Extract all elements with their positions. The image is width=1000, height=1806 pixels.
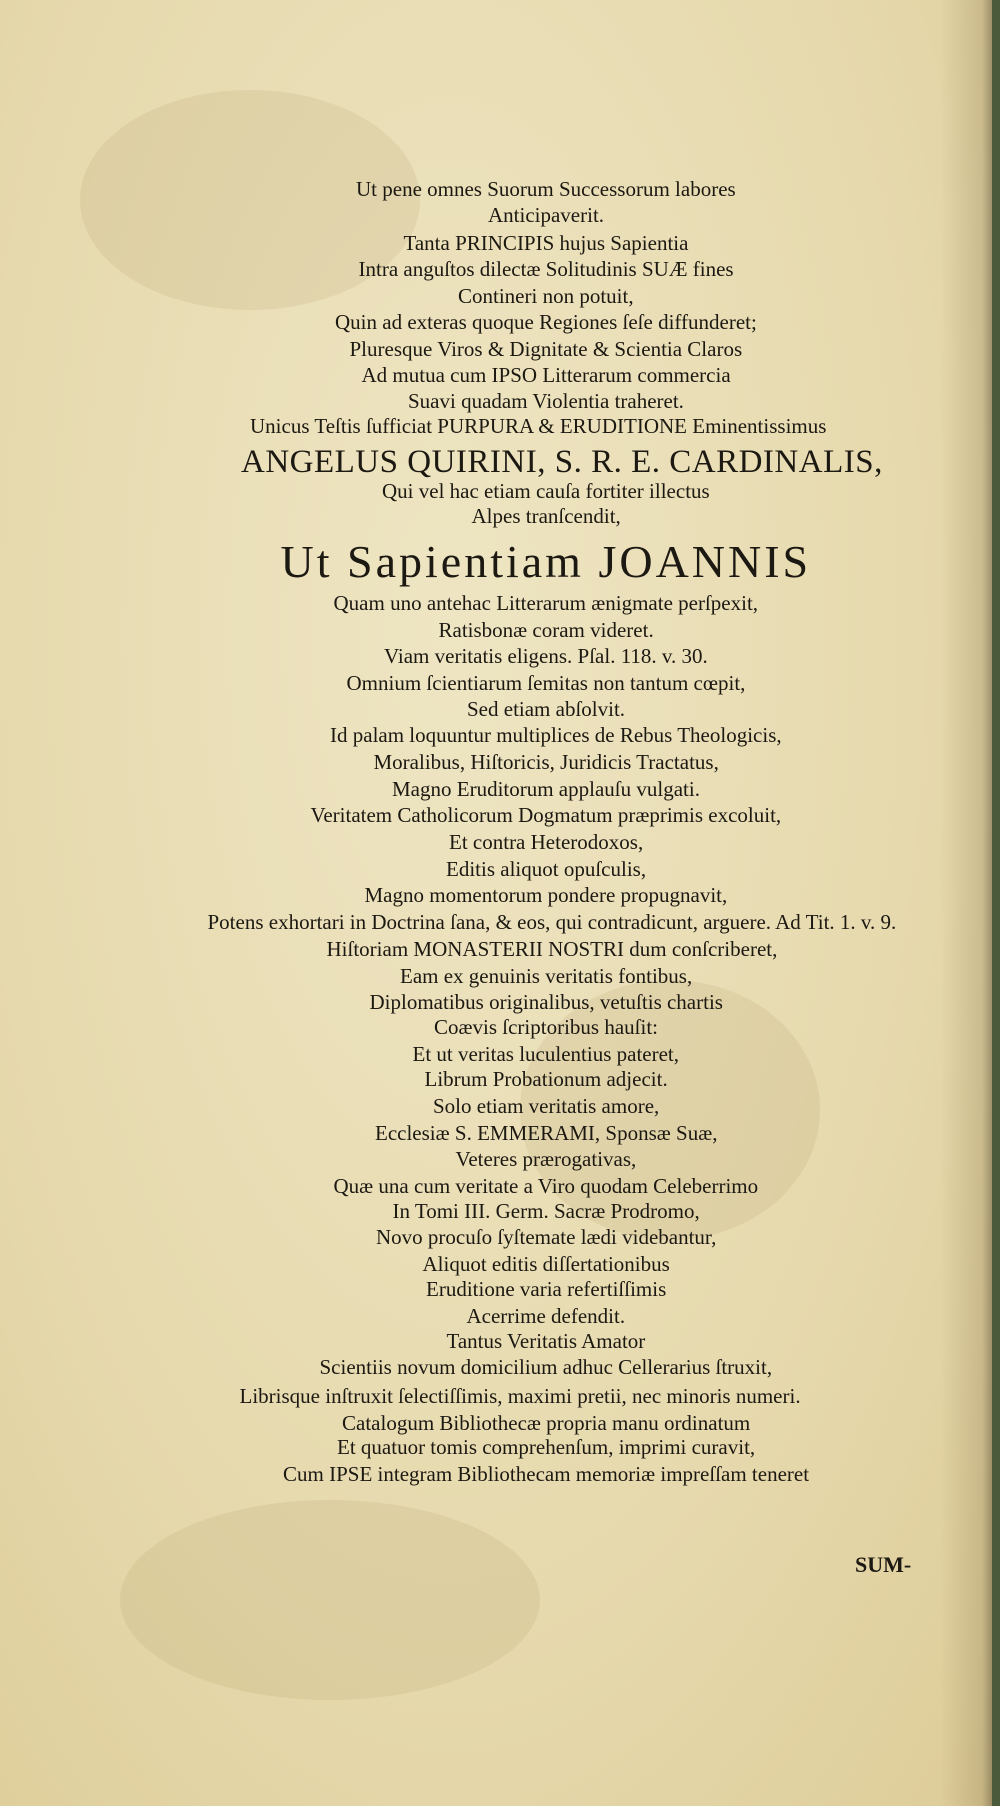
text-line xyxy=(0,802,1000,828)
text-line xyxy=(0,909,1000,935)
text-line-content: Quæ una cum veritate a Viro quodam Celeberrimo xyxy=(333,1174,759,1198)
text-line xyxy=(0,1146,1000,1172)
text-line xyxy=(0,309,1000,335)
text-line xyxy=(0,444,1000,480)
text-line xyxy=(0,1328,1000,1354)
text-line-content: Viam veritatis eligens. Pſal. 118. v. 30. xyxy=(384,644,708,668)
text-line-content: In Tomi III. Germ. Sacræ Prodromo, xyxy=(392,1199,700,1223)
text-line xyxy=(0,256,1000,282)
text-line xyxy=(0,1461,1000,1487)
text-line xyxy=(0,1434,1000,1460)
text-line-content: Magno momentorum pondere propugnavit, xyxy=(364,883,728,907)
text-line xyxy=(0,176,1000,202)
text-line-content: Et quatuor tomis comprehenſum, imprimi curavit, xyxy=(337,1435,756,1459)
paper-stain xyxy=(120,1500,540,1700)
text-line-content: Ad mutua cum IPSO Litterarum commercia xyxy=(361,363,731,387)
text-line-content: Contineri non potuit, xyxy=(458,284,634,308)
text-line-content: Magno Eruditorum applauſu vulgati. xyxy=(392,777,700,801)
text-line xyxy=(0,936,1000,962)
text-line xyxy=(0,749,1000,775)
text-line-content: Editis aliquot opuſculis, xyxy=(446,857,647,881)
text-line-content: Solo etiam veritatis amore, xyxy=(433,1094,660,1118)
text-line xyxy=(0,643,1000,669)
text-line-content: Catalogum Bibliothecæ propria manu ordinatum xyxy=(342,1411,751,1435)
text-line-content: Ut Sapientiam JOANNIS xyxy=(280,536,812,587)
text-line-content: Eruditione varia refertiſſimis xyxy=(426,1277,667,1301)
text-line-content: Moralibus, Hiſtoricis, Juridicis Tractatus, xyxy=(373,750,719,774)
text-line xyxy=(0,388,1000,414)
text-line xyxy=(0,478,1000,504)
text-line xyxy=(0,617,1000,643)
text-line xyxy=(0,1120,1000,1146)
text-line-content: Cum IPSE integram Bibliothecam memoriæ impreſſam teneret xyxy=(283,1462,810,1486)
text-line-content: Ratisbonæ coram videret. xyxy=(438,618,654,642)
text-line-content: Unicus Teſtis ſufficiat PURPURA & ERUDITIONE Eminentissimus xyxy=(250,414,827,438)
catchword: SUM- xyxy=(855,1552,912,1577)
text-line-content: Novo procuſo ſyſtemate lædi videbantur, xyxy=(376,1225,717,1249)
text-line xyxy=(0,230,1000,256)
text-line xyxy=(0,1251,1000,1277)
text-line-content: Aliquot editis diſſertationibus xyxy=(422,1252,670,1276)
text-line-content: Tanta PRINCIPIS hujus Sapientia xyxy=(403,231,689,255)
text-line xyxy=(0,696,1000,722)
text-line xyxy=(0,1303,1000,1329)
text-line xyxy=(0,536,1000,587)
text-line xyxy=(0,1041,1000,1067)
text-line xyxy=(0,362,1000,388)
text-line-content: Acerrime defendit. xyxy=(466,1304,626,1328)
text-line-content: ANGELUS QUIRINI, S. R. E. CARDINALIS, xyxy=(241,444,883,480)
text-line-content: Intra anguſtos dilectæ Solitudinis SUÆ fines xyxy=(358,257,734,281)
text-line xyxy=(0,1224,1000,1250)
text-line xyxy=(0,776,1000,802)
text-line xyxy=(0,1383,1000,1409)
text-line xyxy=(0,1093,1000,1119)
text-line xyxy=(0,202,1000,228)
text-line-content: Id palam loquuntur multiplices de Rebus Theologicis, xyxy=(330,723,782,747)
text-line xyxy=(0,1276,1000,1302)
text-line-content: Ecclesiæ S. EMMERAMI, Sponsæ Suæ, xyxy=(375,1121,718,1145)
text-line-content: Omnium ſcientiarum ſemitas non tantum cœpit, xyxy=(346,671,746,695)
text-line-content: Librum Probationum adjecit. xyxy=(424,1067,668,1091)
text-line-content: Quam uno antehac Litterarum ænigmate perſpexit, xyxy=(333,591,759,615)
text-line-content: Et contra Heterodoxos, xyxy=(449,830,644,854)
text-line xyxy=(0,989,1000,1015)
text-line-content: Pluresque Viros & Dignitate & Scientia Claros xyxy=(349,337,743,361)
text-line xyxy=(0,413,1000,439)
text-line xyxy=(0,856,1000,882)
text-line-content: Quin ad exteras quoque Regiones ſeſe diffunderet; xyxy=(335,310,757,334)
text-line-content: Sed etiam abſolvit. xyxy=(467,697,626,721)
text-line-content: Librisque inſtruxit ſelectiſſimis, maximi pretii, nec minoris numeri. xyxy=(239,1384,801,1408)
text-line xyxy=(0,1410,1000,1436)
text-line-content: Coævis ſcriptoribus hauſit: xyxy=(434,1015,658,1039)
text-line xyxy=(0,1173,1000,1199)
text-line-content: Eam ex genuinis veritatis fontibus, xyxy=(400,964,693,988)
text-line xyxy=(0,1066,1000,1092)
text-line xyxy=(0,1014,1000,1040)
text-line xyxy=(0,963,1000,989)
text-line-content: Veteres prærogativas, xyxy=(455,1147,637,1171)
text-line xyxy=(0,882,1000,908)
text-line xyxy=(0,590,1000,616)
text-line-content: Suavi quadam Violentia traheret. xyxy=(408,389,684,413)
text-line xyxy=(0,1354,1000,1380)
text-line xyxy=(0,1198,1000,1224)
text-line-content: Veritatem Catholicorum Dogmatum præprimis excoluit, xyxy=(310,803,782,827)
text-line-content: Qui vel hac etiam cauſa fortiter illectus xyxy=(382,479,710,503)
text-line-content: Alpes tranſcendit, xyxy=(471,504,621,528)
text-line-content: Diplomatibus originalibus, vetuſtis chartis xyxy=(369,990,723,1014)
text-line xyxy=(0,670,1000,696)
text-line-content: Hiſtoriam MONASTERII NOSTRI dum conſcriberet, xyxy=(326,937,778,961)
text-line xyxy=(0,336,1000,362)
text-line-content: Tantus Veritatis Amator xyxy=(446,1329,646,1353)
text-line-content: Potens exhortari in Doctrina ſana, & eos, qui contradicunt, arguere. Ad Tit. 1. v. 9. xyxy=(207,910,897,934)
text-line-content: Ut pene omnes Suorum Successorum labores xyxy=(356,177,736,201)
text-line-content: Scientiis novum domicilium adhuc Cellerarius ſtruxit, xyxy=(319,1355,773,1379)
text-line xyxy=(0,503,1000,529)
text-line xyxy=(0,722,1000,748)
text-line xyxy=(0,829,1000,855)
text-line xyxy=(0,283,1000,309)
text-line-content: Anticipaverit. xyxy=(488,203,605,227)
text-line-content: Et ut veritas luculentius pateret, xyxy=(412,1042,679,1066)
